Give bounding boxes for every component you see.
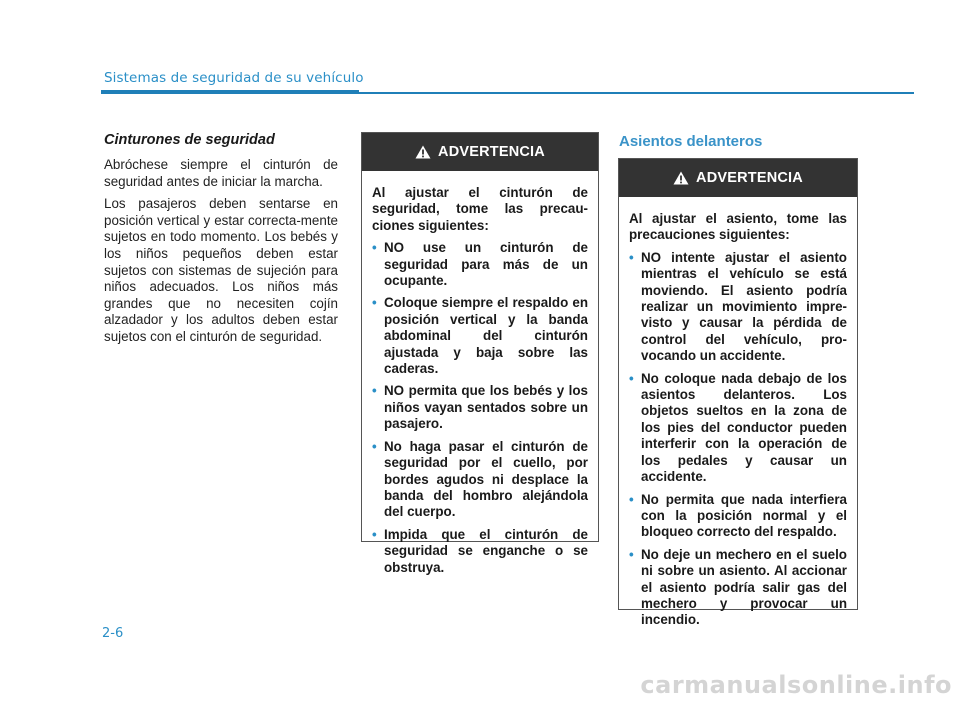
section-title-front-seats: Asientos delanteros (619, 133, 763, 150)
section-title-seatbelts: Cinturones de seguridad (104, 132, 275, 148)
bullet-icon: • (372, 383, 377, 399)
warning-header (362, 133, 598, 171)
warning-intro: Al ajustar el cinturón de seguridad, tome las precau-ciones siguientes: (372, 185, 588, 233)
warning-list (372, 240, 588, 576)
list-item: • No permita que nada interfiera con la posición normal y el bloqueo correcto del respaldo. (629, 491, 847, 540)
list-item: • NO use un cinturón de seguridad para más de un ocupante. (372, 240, 588, 289)
list-item: • Coloque siempre el respaldo en posición vertical y la banda abdominal del cinturón ajustada y baja sobre las caderas. (372, 295, 588, 377)
warning-box-seatbelts (361, 132, 599, 575)
bullet-icon: • (372, 240, 377, 256)
bullet-icon: • (629, 546, 634, 562)
header-rule-thick (101, 90, 359, 94)
warning-heading: ADVERTENCIA (696, 170, 803, 186)
header-title: Sistemas de seguridad de su vehículo (104, 70, 364, 86)
list-item: • No deje un mechero en el suelo ni sobre un asiento. Al accionar el asiento podría salir gas del mechero y provocar un incendio. (629, 546, 847, 628)
bullet-icon: • (629, 249, 634, 265)
bullet-icon: • (372, 295, 377, 311)
warning-triangle-icon (415, 145, 431, 159)
warning-header (619, 159, 857, 197)
watermark: carmanualsonline.info (640, 671, 952, 699)
warning-body (362, 171, 598, 592)
bullet-icon: • (372, 526, 377, 542)
warning-list (629, 250, 847, 629)
warning-triangle-icon (673, 171, 689, 185)
paragraph: Abróchese siempre el cinturón de seguridad antes de iniciar la marcha. (104, 157, 338, 189)
warning-heading: ADVERTENCIA (438, 144, 545, 160)
page-number: 2-6 (102, 626, 124, 641)
list-item: • Impida que el cinturón de seguridad se enganche o se obstruya. (372, 526, 588, 575)
warning-intro: Al ajustar el asiento, tome las precauciones siguientes: (629, 211, 847, 243)
list-item: • NO intente ajustar el asiento mientras el vehículo se está moviendo. El asiento podría realizar un movimiento impre-visto y causar la pérdida de control del vehículo, pro-vocando un accidente. (629, 249, 847, 364)
bullet-icon: • (372, 438, 377, 454)
list-item: • NO permita que los bebés y los niños vayan sentados sobre un pasajero. (372, 383, 588, 432)
paragraph: Los pasajeros deben sentarse en posición vertical y estar correcta-mente sujetos en todo momento. Los bebés y los niños pequeños deben estar sujetos con sistemas de sujeción para niños adecuados. Los niños más grandes que no necesiten cojín alzadador y los adultos deben estar sujetos con el cinturón de seguridad. (104, 196, 338, 344)
warning-box-seats (618, 158, 858, 628)
warning-body (619, 197, 857, 645)
header-rule-thin (359, 92, 914, 94)
bullet-icon: • (629, 491, 634, 507)
bullet-icon: • (629, 370, 634, 386)
list-item: • No coloque nada debajo de los asientos delanteros. Los objetos sueltos en la zona de los pies del conductor pueden interferir con la operación de los pedales y causar un accidente. (629, 370, 847, 485)
list-item: • No haga pasar el cinturón de seguridad por el cuello, por bordes agudos ni desplace la banda del hombro alejándola del cuerpo. (372, 438, 588, 520)
left-column (104, 132, 338, 352)
